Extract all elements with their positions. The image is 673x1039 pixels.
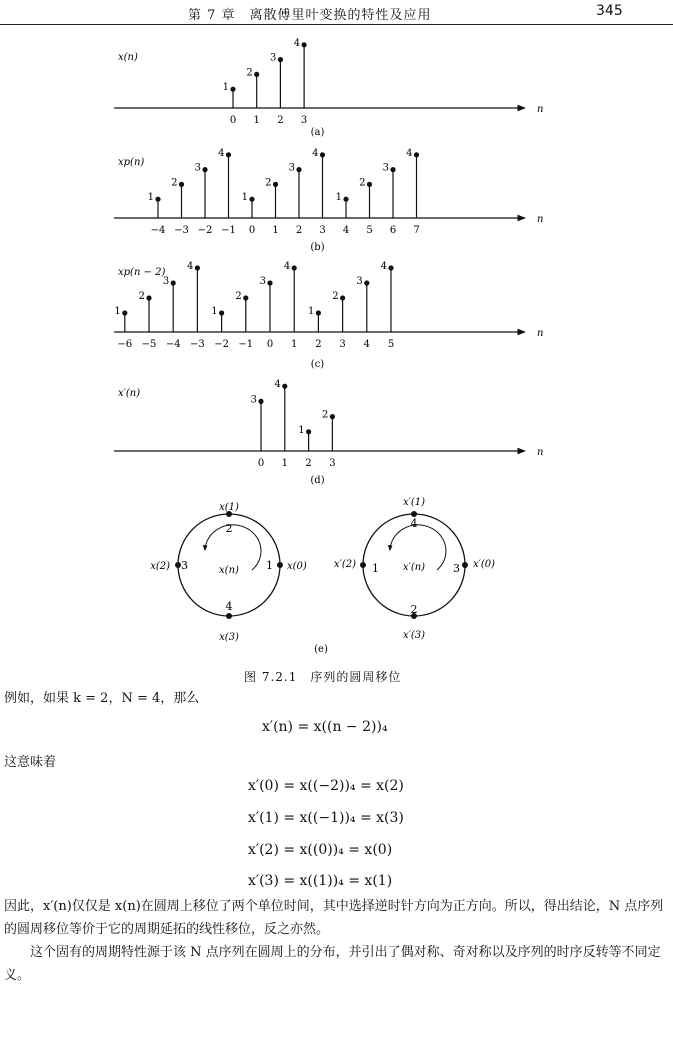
stem-value-label: 2: [235, 291, 242, 302]
stem-value-label: 3: [270, 52, 277, 64]
tick-label: 3: [300, 115, 308, 126]
stem-dot: [249, 197, 254, 202]
tick-label: 2: [277, 115, 284, 126]
right-center-label: x′(n): [402, 562, 426, 573]
stem-value-label: 4: [218, 147, 225, 159]
stem-dot: [292, 265, 297, 270]
right-dot-left: [360, 562, 366, 568]
tick-label: 0: [266, 339, 274, 350]
equation-x0: x′(0) = x((−2))₄ = x(2): [248, 778, 404, 794]
left-center-label: x(n): [219, 565, 239, 576]
left-right-inner-label: 1: [266, 559, 273, 572]
tick-label: 5: [366, 225, 373, 236]
chapter-title: 第 7 章 离散傅里叶变换的特性及应用: [188, 8, 432, 23]
left-dot-right: [277, 562, 283, 568]
panel-c-label: xp(n − 2): [118, 267, 166, 278]
stem-dot: [364, 280, 369, 285]
stem-dot: [171, 280, 176, 285]
equation-x1: x′(1) = x((−1))₄ = x(3): [248, 810, 404, 826]
stem-dot: [388, 265, 393, 270]
tick-label: −3: [190, 339, 205, 350]
stem-value-label: 1: [211, 306, 218, 317]
right-top-inner-label: 4: [410, 517, 418, 530]
stem-dot: [340, 295, 345, 300]
equation-x2: x′(2) = x((0))₄ = x(0): [248, 842, 393, 858]
tick-label: −3: [174, 225, 189, 236]
stem-value-label: 3: [259, 276, 266, 287]
tick-label: 5: [387, 339, 395, 350]
stem-value-label: 3: [356, 276, 363, 287]
right-right-inner-label: 3: [453, 562, 460, 575]
stem-dot: [179, 182, 184, 187]
right-right-outer-label: x′(0): [473, 559, 496, 570]
stem-value-label: 2: [332, 291, 339, 302]
tick-label: 0: [257, 458, 265, 469]
stem-value-label: 2: [359, 177, 366, 189]
tick-label: 3: [319, 225, 326, 236]
stem-value-label: 3: [194, 162, 201, 174]
stem-dot: [320, 152, 325, 157]
stem-dot: [296, 167, 301, 172]
tick-label: 3: [329, 458, 336, 469]
tick-label: 6: [389, 225, 397, 236]
panel-b-tag: (b): [310, 242, 325, 253]
stem-value-label: 4: [283, 261, 291, 272]
right-left-outer-label: x′(2): [333, 559, 356, 570]
paragraph-example: 例如，如果 k = 2，N = 4，那么: [4, 691, 200, 706]
left-bottom-inner-label: 4: [225, 600, 233, 613]
tick-label: −4: [165, 339, 181, 350]
stem-dot: [414, 152, 419, 157]
left-top-inner-label: 2: [225, 522, 233, 535]
tick-label: −4: [150, 225, 166, 236]
stem-dot: [390, 167, 395, 172]
panel-a-axis-var: n: [537, 104, 544, 115]
left-left-outer-label: x(2): [150, 561, 170, 572]
stem-value-label: 1: [114, 306, 121, 317]
stem-dot: [226, 152, 231, 157]
tick-label: 1: [291, 339, 298, 350]
panel-a-tag: (a): [310, 127, 325, 138]
stem-value-label: 1: [241, 192, 248, 204]
left-right-outer-label: x(0): [287, 561, 307, 572]
tick-label: −6: [117, 339, 133, 350]
tick-label: 1: [253, 115, 260, 126]
tick-label: −2: [214, 339, 229, 350]
paragraph-conclusion: 因此，x′(n)仅仅是 x(n)在圆周上移位了两个单位时间，其中选择逆时针方向为正方向。所以，得出结论，N 点序列的圆周移位等价于它的周期延拓的线性移位，反之亦然。: [4, 899, 664, 937]
tick-label: 0: [229, 115, 237, 126]
tick-label: 2: [315, 339, 322, 350]
panel-d-tag: (d): [310, 475, 325, 486]
circle-diagrams: [150, 497, 495, 655]
tick-label: 2: [295, 225, 303, 236]
stem-dot: [316, 310, 321, 315]
stem-dot: [267, 280, 272, 285]
panel-d-label: x′(n): [118, 388, 141, 399]
panel-c-axis-var: n: [537, 328, 544, 339]
right-dot-right: [462, 562, 468, 568]
stem-dot: [122, 310, 127, 315]
tick-label: 4: [363, 339, 370, 350]
stem-value-label: 4: [406, 147, 413, 159]
panel-c-tag: (c): [310, 359, 325, 370]
stem-dot: [367, 182, 372, 187]
tick-label: 1: [272, 225, 279, 236]
tick-label: −2: [197, 225, 213, 236]
left-rotation-arrow: [205, 525, 261, 570]
stem-value-label: 4: [187, 261, 194, 272]
stem-value-label: 1: [298, 424, 305, 436]
stem-value-label: 1: [335, 192, 342, 204]
tick-label: 1: [281, 458, 288, 469]
stem-dot: [146, 295, 151, 300]
tick-label: 0: [248, 225, 256, 236]
stem-value-label: 2: [171, 177, 178, 189]
left-bottom-outer-label: x(3): [219, 632, 239, 643]
stem-value-label: 3: [288, 162, 295, 174]
right-bottom-inner-label: 2: [410, 603, 418, 616]
left-left-inner-label: 3: [181, 559, 188, 572]
stem-dot: [230, 87, 235, 92]
stem-value-label: 4: [274, 379, 281, 391]
tick-label: −1: [238, 339, 254, 350]
stem-dot: [258, 399, 263, 404]
page-number: 345: [596, 3, 623, 19]
stem-value-label: 1: [308, 306, 315, 317]
stem-dot: [302, 42, 307, 47]
equation-x3: x′(3) = x((1))₄ = x(1): [248, 873, 393, 889]
left-top-outer-label: x(1): [219, 502, 239, 513]
stem-value-label: 4: [293, 37, 301, 49]
stem-dot: [243, 295, 248, 300]
stem-dot: [306, 429, 311, 434]
tick-label: 3: [339, 339, 346, 350]
tick-label: −1: [221, 225, 236, 236]
stem-value-label: 3: [250, 394, 257, 406]
tick-label: 4: [342, 225, 350, 236]
stem-value-label: 1: [222, 82, 229, 94]
stem-dot: [343, 197, 348, 202]
panel-d-axis-var: n: [537, 447, 544, 458]
stem-dot: [202, 167, 207, 172]
panel-a-label: x(n): [118, 52, 138, 63]
stem-dot: [155, 197, 160, 202]
figure-caption: 图 7.2.1 序列的圆周移位: [244, 670, 402, 684]
paragraph-periodicity: 这个固有的周期特性源于该 N 点序列在圆周上的分布，并引出了偶对称、奇对称以及序列的时序反转等不同定义。: [4, 945, 661, 983]
stem-value-label: 4: [380, 261, 387, 272]
right-bottom-outer-label: x′(3): [402, 630, 426, 641]
panel-b-label: xp(n): [118, 157, 145, 168]
panel-e-tag: (e): [314, 644, 328, 655]
tick-label: −5: [141, 339, 157, 350]
stem-value-label: 2: [246, 67, 253, 79]
equation-shift-definition: x′(n) = x((n − 2))₄: [262, 719, 388, 735]
stem-dot: [254, 72, 259, 77]
stem-value-label: 1: [147, 192, 154, 204]
stem-dot: [278, 57, 283, 62]
stem-dot: [195, 265, 200, 270]
stem-value-label: 2: [138, 291, 145, 302]
right-top-outer-label: x′(1): [402, 497, 426, 508]
paragraph-meaning: 这意味着: [4, 755, 57, 770]
right-left-inner-label: 1: [372, 562, 379, 575]
tick-label: 7: [413, 225, 420, 236]
panel-b-axis-var: n: [537, 214, 544, 225]
left-dot-bottom: [226, 613, 232, 619]
stem-dot: [330, 414, 335, 419]
stem-value-label: 3: [162, 276, 170, 287]
stem-value-label: 2: [322, 409, 329, 421]
stem-dot: [273, 182, 278, 187]
stem-dot: [282, 384, 287, 389]
stem-value-label: 4: [312, 147, 319, 159]
stem-dot: [219, 310, 224, 315]
tick-label: 2: [305, 458, 312, 469]
stem-value-label: 2: [265, 177, 272, 189]
stem-value-label: 3: [382, 162, 389, 174]
